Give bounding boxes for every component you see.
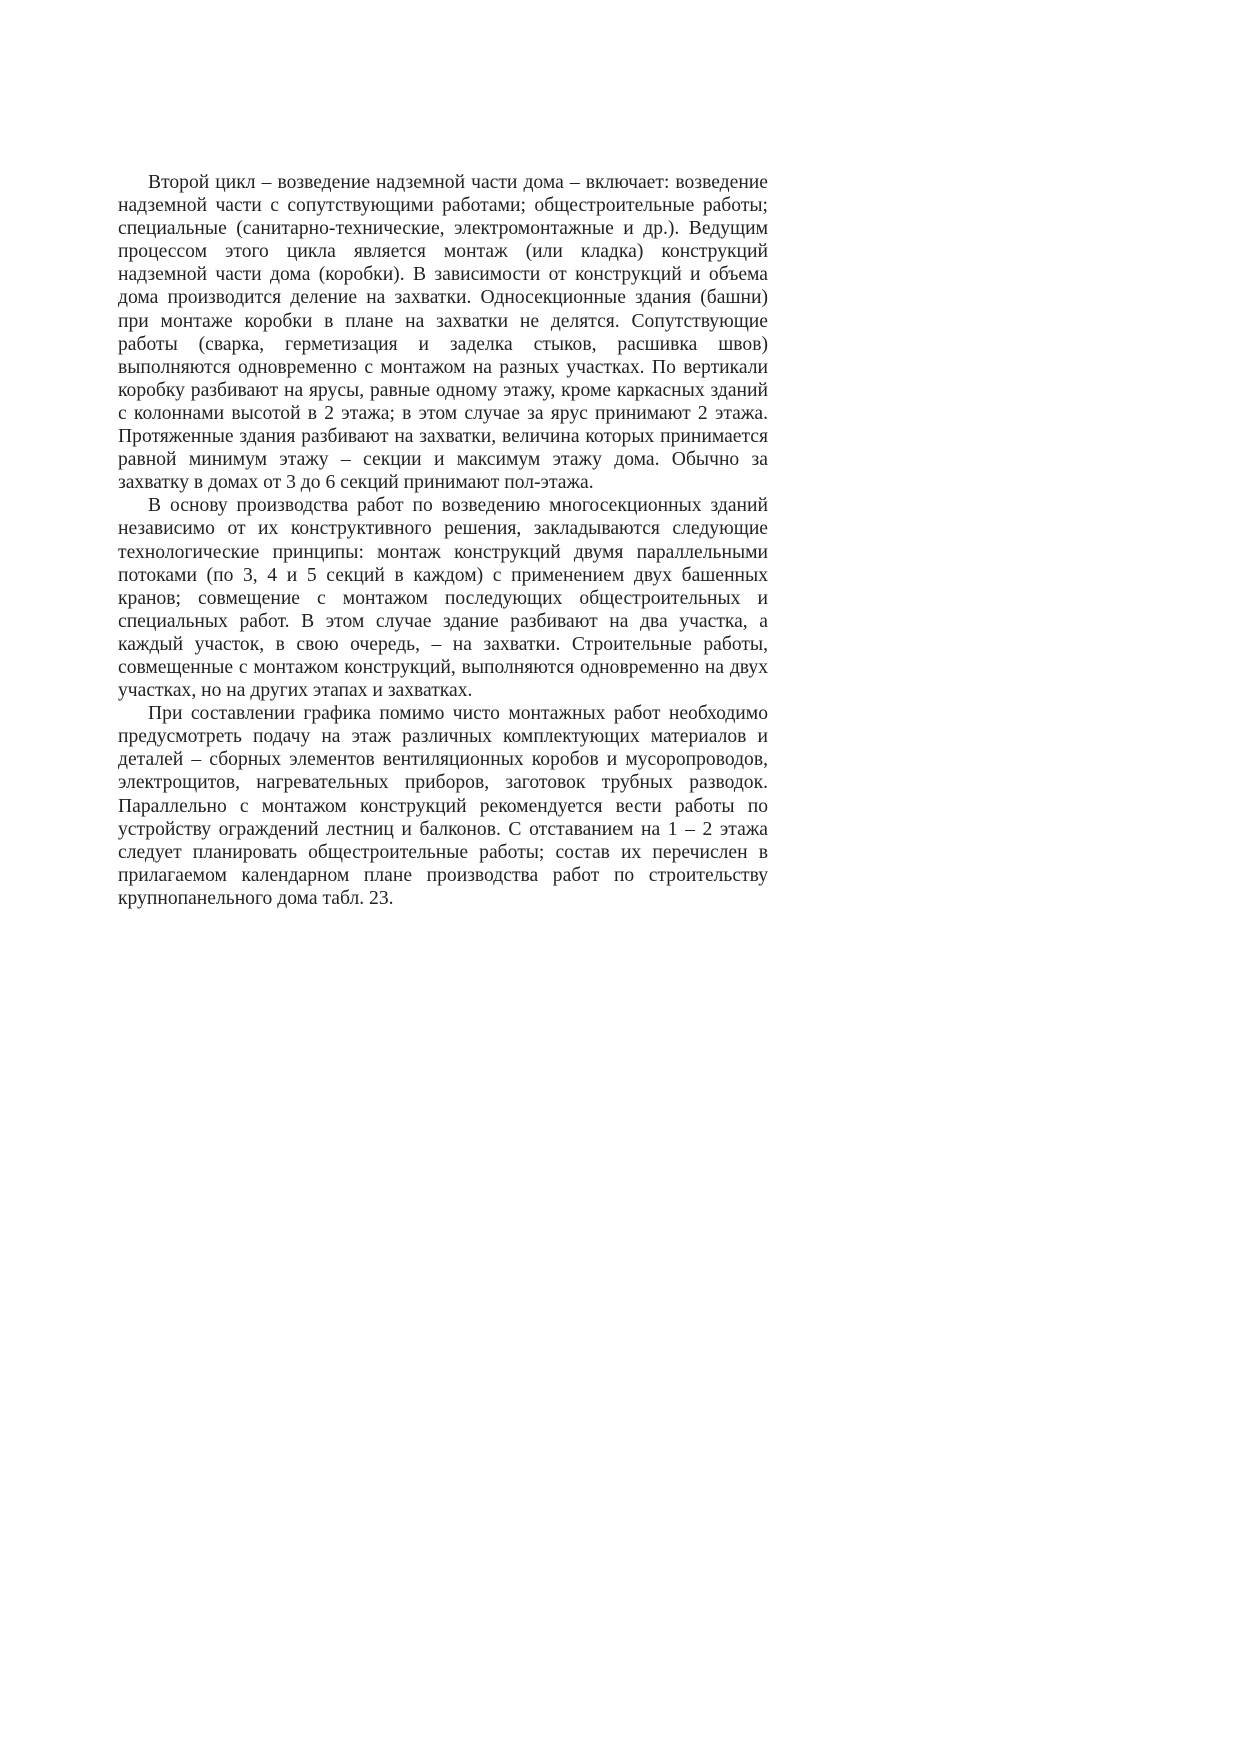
- paragraph-2: В основу производства работ по возведению многосекционных зданий независимо от их конструктивного решения, закладываются следующие технологические принципы: монтаж конструкций двумя параллельными потоками (по 3, 4 и 5 секций в каждом) с применением двух башенных кранов; совмещение с монтажом последующих общестроительных и специальных работ. В этом случае здание разбивают на два участка, а каждый участок, в свою очередь, – на захватки. Строительные работы, совмещенные с монтажом конструкций, выполняются одновременно на двух участках, но на других этапах и захватках.: [118, 495, 768, 702]
- paragraph-3: При составлении графика помимо чисто монтажных работ необходимо предусмотреть подачу на этаж различных комплектующих материалов и деталей – сборных элементов вентиляционных коробов и мусоропроводов, электрощитов, нагревательных приборов, заготовок трубных разводок. Параллельно с монтажом конструкций рекомендуется вести работы по устройству ограждений лестниц и балконов. С отставанием на 1 – 2 этажа следует планировать общестроительные работы; состав их перечислен в прилагаемом календарном плане производства работ по строительству крупнопанельного дома табл. 23.: [118, 703, 768, 909]
- paragraph-1: Второй цикл – возведение надземной части дома – включает: возведение надземной части с сопутствующими работами; общестроительные работы; специальные (санитарно-технические, электромонтажные и др.). Ведущим процессом этого цикла является монтаж (или кладка) конструкций надземной части дома (коробки). В зависимости от конструкций и объема дома производится деление на захватки. Односекционные здания (башни) при монтаже коробки в плане на захватки не делятся. Сопутствующие работы (сварка, герметизация и заделка стыков, расшивка швов) выполняются одновременно с монтажом на разных участках. По вертикали коробку разбивают на ярусы, равные одному этажу, кроме каркасных зданий с колоннами высотой в 2 этажа; в этом случае за ярус принимают 2 этажа. Протяженные здания разбивают на захватки, величина которых принимается равной минимум этажу – секции и максимум этажу дома. Обычно за захватку в домах от 3 до 6 секций принимают пол-этажа.: [118, 172, 768, 494]
- body-text: [118, 171, 768, 910]
